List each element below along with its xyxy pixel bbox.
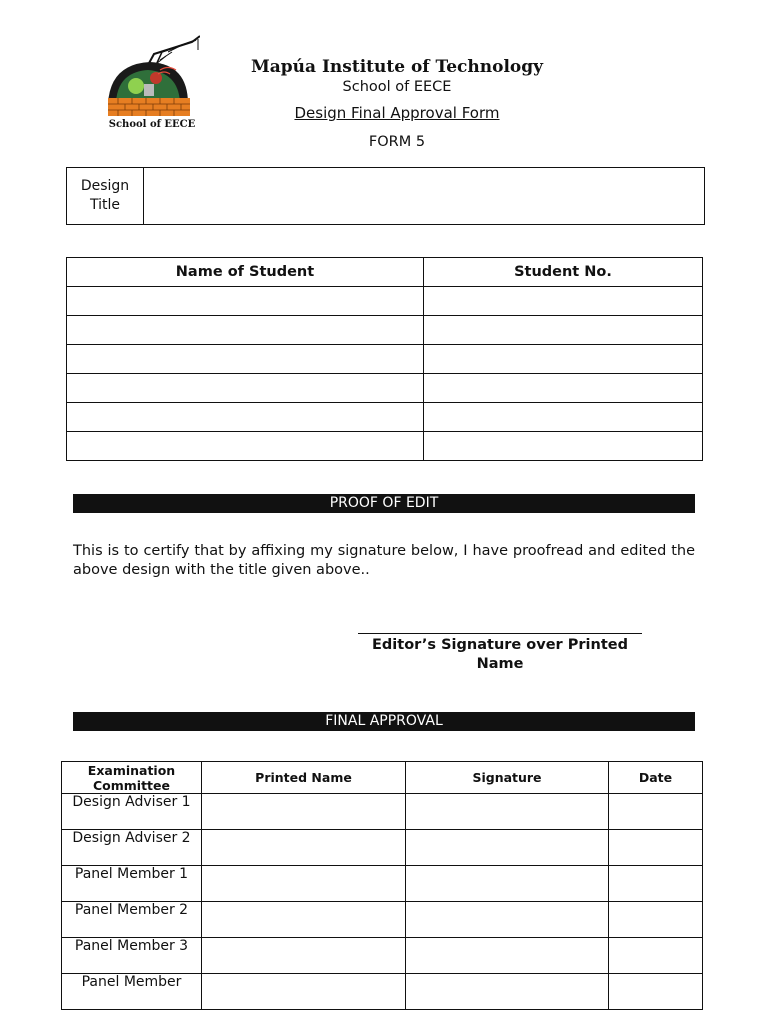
signature-cell[interactable]	[406, 938, 609, 974]
signature-cell[interactable]	[406, 866, 609, 902]
table-row	[67, 403, 703, 432]
certification-statement: This is to certify that by affixing my signature below, I have proofread and edited the above design with the title given above..	[73, 543, 695, 578]
approval-table	[61, 761, 703, 1010]
table-row	[67, 287, 703, 316]
design-title-table	[66, 167, 705, 225]
student-name-header: Name of Student	[67, 258, 424, 287]
table-row	[62, 902, 703, 938]
table-row	[62, 830, 703, 866]
table-row	[62, 938, 703, 974]
table-row	[62, 974, 703, 1010]
printed-name-cell[interactable]	[202, 866, 406, 902]
form-number: FORM 5	[368, 134, 426, 150]
date-header: Date	[609, 762, 703, 794]
printed-name-cell[interactable]	[202, 938, 406, 974]
date-cell[interactable]	[609, 974, 703, 1010]
proof-of-edit-heading: PROOF OF EDIT	[73, 494, 695, 513]
student-number-cell[interactable]	[424, 345, 703, 374]
final-approval-heading: FINAL APPROVAL	[73, 712, 695, 731]
table-row	[62, 794, 703, 830]
date-cell[interactable]	[609, 938, 703, 974]
table-row	[67, 345, 703, 374]
committee-role: Panel Member	[62, 974, 202, 1010]
editor-signature-label: Editor’s Signature over Printed Name	[372, 637, 628, 672]
table-row	[67, 316, 703, 345]
committee-role: Panel Member 1	[62, 866, 202, 902]
table-row	[62, 866, 703, 902]
student-name-cell[interactable]	[67, 403, 424, 432]
student-number-cell[interactable]	[424, 374, 703, 403]
institution-name: Mapúa Institute of Technology	[250, 57, 544, 77]
committee-role: Design Adviser 2	[62, 830, 202, 866]
signature-cell[interactable]	[406, 830, 609, 866]
students-table	[66, 257, 703, 461]
student-number-header: Student No.	[424, 258, 703, 287]
student-name-cell[interactable]	[67, 432, 424, 461]
signature-line[interactable]	[358, 633, 642, 634]
committee-role: Panel Member 3	[62, 938, 202, 974]
student-number-cell[interactable]	[424, 432, 703, 461]
student-name-cell[interactable]	[67, 287, 424, 316]
student-number-cell[interactable]	[424, 316, 703, 345]
svg-text:School of EECE: School of EECE	[108, 119, 196, 130]
printed-name-cell[interactable]	[202, 974, 406, 1010]
signature-cell[interactable]	[406, 902, 609, 938]
printed-name-cell[interactable]	[202, 794, 406, 830]
printed-name-cell[interactable]	[202, 902, 406, 938]
signature-cell[interactable]	[406, 794, 609, 830]
committee-header: Examination Committee	[62, 762, 202, 794]
date-cell[interactable]	[609, 902, 703, 938]
table-row	[67, 432, 703, 461]
signature-cell[interactable]	[406, 974, 609, 1010]
student-name-cell[interactable]	[67, 316, 424, 345]
date-cell[interactable]	[609, 794, 703, 830]
school-name: School of EECE	[342, 79, 452, 95]
date-cell[interactable]	[609, 830, 703, 866]
student-name-cell[interactable]	[67, 374, 424, 403]
form-title: Design Final Approval Form	[294, 104, 500, 122]
student-name-cell[interactable]	[67, 345, 424, 374]
date-cell[interactable]	[609, 866, 703, 902]
students-header-row	[67, 258, 703, 287]
student-number-cell[interactable]	[424, 287, 703, 316]
design-title-field[interactable]	[144, 168, 705, 225]
signature-header: Signature	[406, 762, 609, 794]
printed-name-cell[interactable]	[202, 830, 406, 866]
student-number-cell[interactable]	[424, 403, 703, 432]
committee-role: Panel Member 2	[62, 902, 202, 938]
approval-header-row	[62, 762, 703, 794]
design-title-label: Design Title	[67, 168, 144, 225]
table-row	[67, 374, 703, 403]
committee-role: Design Adviser 1	[62, 794, 202, 830]
printed-name-header: Printed Name	[202, 762, 406, 794]
school-logo	[100, 34, 200, 130]
